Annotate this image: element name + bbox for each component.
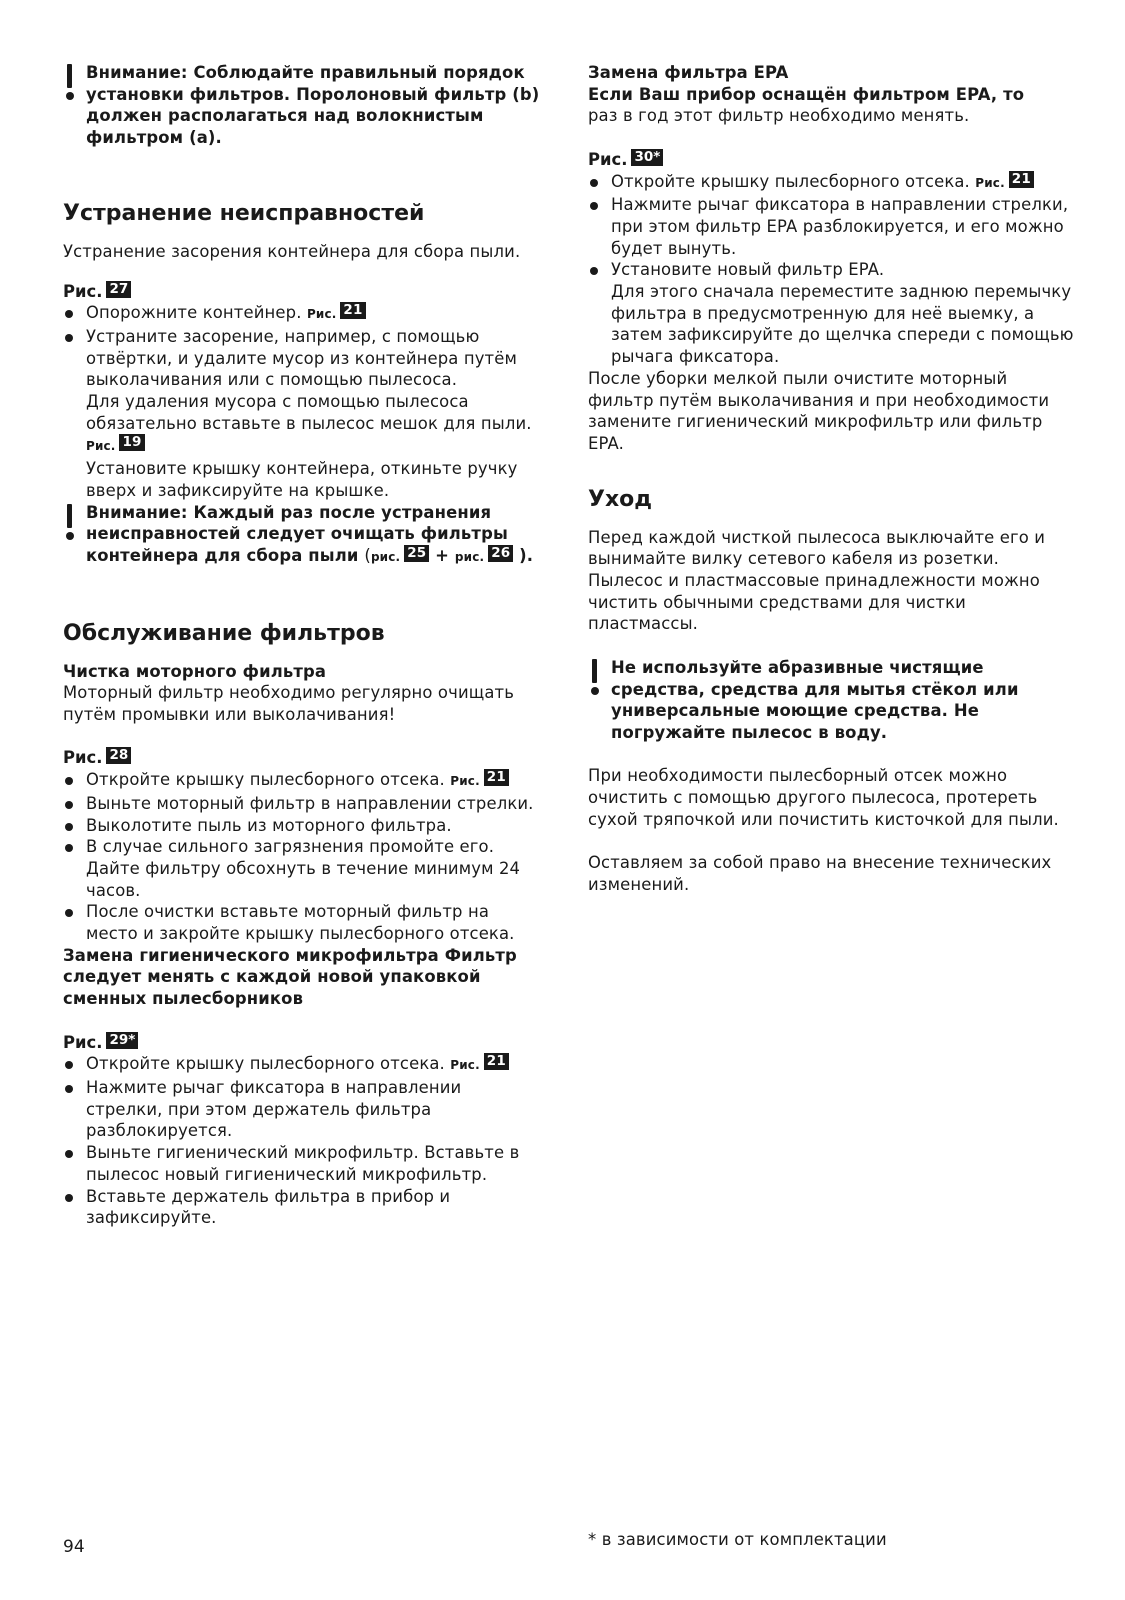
list-item: Откройте крышку пылесборного отсека. Рис. 21 [63,1053,543,1077]
list-item: Откройте крышку пылесборного отсека. Рис. 21 [63,769,543,793]
list-item: Вставьте держатель фильтра в прибор и зафиксируйте. [63,1186,543,1229]
warning-care: Не используйте абразивные чистящие средства, средства для мытья стёкол или универсальные моющие средства. Не погружайте пылесос в воду. [588,657,1078,744]
list-item: Установите новый фильтр EPA. Для этого сначала переместите заднюю перемычку фильтра в предусмотренную для неё выемку, а затем зафиксируйте до щелчка спереди с помощью рычага фиксатора. [588,259,1078,368]
figure-badge: 27 [106,281,131,298]
exclamation-icon [588,657,602,701]
exclamation-icon [63,502,77,546]
figure-badge: 21 [340,302,365,319]
warning-clean-filters: Внимание: Каждый раз после устранения неисправностей следует очищать фильтры контейнера для сбора пыли (рис. 25 + рис. 26 ). [63,502,543,569]
subsection-text: Моторный фильтр необходимо регулярно очищать путём промывки или выколачивания! [63,683,515,725]
list-item: Выньте моторный фильтр в направлении стрелки. [63,793,543,815]
list-item: Нажмите рычаг фиксатора в направлении стрелки, при этом держатель фильтра разблокируется. [63,1077,543,1142]
care-text: Перед каждой чисткой пылесоса выключайте его и вынимайте вилку сетевого кабеля из розетки. Пылесос и пластмассовые принадлежности можно чистить обычными средствами для чистки пластмассы. [588,527,1046,634]
list-item: Выньте гигиенический микрофильтр. Вставьте в пылесос новый гигиенический микрофильтр. [63,1142,543,1185]
figure-ref: Рис. 28 [63,747,543,769]
epa-steps [588,171,1078,368]
warning-text: Внимание: Соблюдайте правильный порядок установки фильтров. Поролоновый фильтр (b) должен располагаться над волокнистым фильтром (a). [86,63,540,148]
list-item: После очистки вставьте моторный фильтр на место и закройте крышку пылесборного отсека. [63,901,543,944]
figure-badge: 30* [631,149,663,166]
right-column [588,62,1078,896]
list-item: Устраните засорение, например, с помощью отвёртки, и удалите мусор из контейнера путём выколачивания или с помощью пылесоса. Для удаления мусора с помощью пылесоса обязательно вставьте в пылесос мешок для пыли. Рис. 19 Установите крышку контейнера, откиньте ручку вверх и зафиксируйте на крышке. [63,326,543,502]
figure-ref: Рис. 27 [63,281,543,303]
section-heading-troubleshooting: Устранение неисправностей [63,200,425,226]
section-heading-filter-maintenance: Обслуживание фильтров [63,620,385,646]
figure-ref: Рис. 30* [588,149,1078,171]
rights-text: Оставляем за собой право на внесение технических изменений. [588,853,1052,894]
exclamation-icon [63,62,77,106]
figure-badge: 19 [119,434,144,451]
figure-badge: 29* [106,1032,138,1049]
figure-ref: Рис. 29* [63,1032,543,1054]
subsection-title: Замена фильтра EPA [588,63,789,82]
list-item: Нажмите рычаг фиксатора в направлении стрелки, при этом фильтр EPA разблокируется, и его можно будет вынуть. [588,194,1078,259]
figure-badge: 21 [484,769,509,786]
figure-badge: 25 [404,545,429,562]
figure-badge: 26 [488,545,513,562]
epa-condition: Если Ваш прибор оснащён фильтром EPA, то [588,84,1025,104]
list-item: Опорожните контейнер. Рис. 21 [63,302,543,326]
epa-text: раз в год этот фильтр необходимо менять. [588,106,970,126]
section-heading-care: Уход [588,486,653,512]
list-item: В случае сильного загрязнения промойте его. Дайте фильтру обсохнуть в течение минимум 24 часов. [63,836,543,901]
troubleshooting-steps [63,302,543,501]
subsection-title: Замена гигиенического микрофильтра Фильтр следует менять с каждой новой упаковкой сменных пылесборников [63,945,517,1009]
figure-badge: 21 [484,1053,509,1070]
after-clean-text: После уборки мелкой пыли очистите моторный фильтр путём выколачивания и при необходимости замените гигиенический микрофильтр или фильтр EPA. [588,368,1050,453]
care-text-2: При необходимости пылесборный отсек можно очистить с помощью другого пылесоса, протереть сухой тряпочкой или почистить кисточкой для пыли. [588,766,1059,829]
section-intro: Устранение засорения контейнера для сбора пыли. [63,241,521,261]
page-number: 94 [63,1537,85,1557]
left-column [63,62,543,1229]
subsection-title: Чистка моторного фильтра [63,661,327,681]
list-item: Выколотите пыль из моторного фильтра. [63,815,543,837]
figure-badge: 28 [106,747,131,764]
motor-filter-steps [63,769,543,945]
footnote: * в зависимости от комплектации [588,1530,887,1549]
figure-badge: 21 [1009,171,1034,188]
list-item: Откройте крышку пылесборного отсека. Рис. 21 [588,171,1078,195]
warning-filter-order [63,62,543,149]
microfilter-steps [63,1053,543,1229]
